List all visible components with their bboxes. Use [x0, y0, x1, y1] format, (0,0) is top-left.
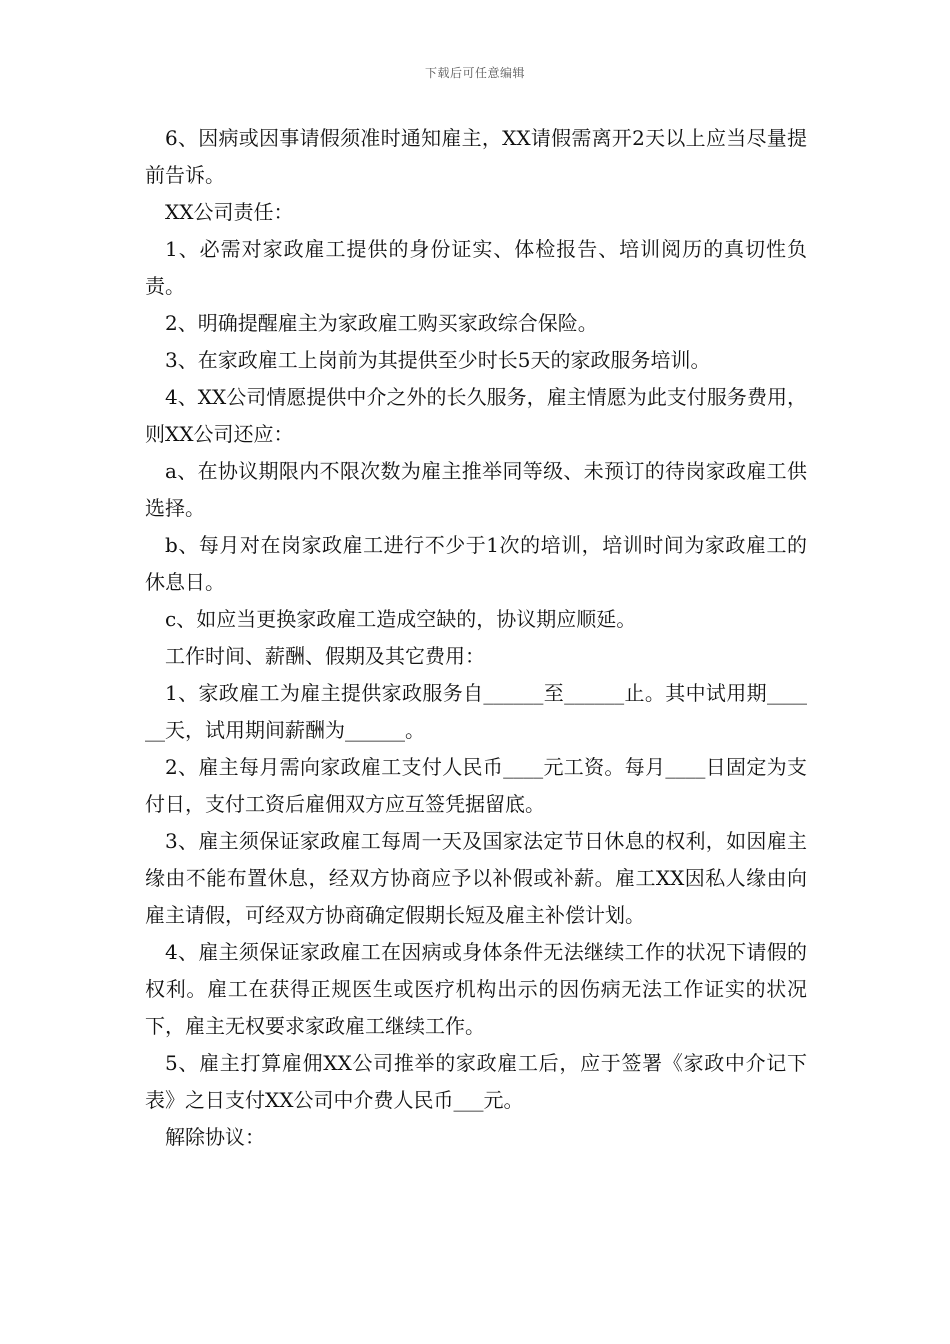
paragraph-duty-3: 3、在家政雇工上岗前为其提供至少时长5天的家政服务培训。 [165, 348, 711, 372]
section-heading-company-duties: XX公司责任： [165, 200, 294, 224]
paragraph-term-3: 3、雇主须保证家政雇工每周一天及国家法定节日休息的权利，如因雇主缘由不能布置休息，经双方协商应予以补假或补薪。雇工XX因私人缘由向雇主请假，可经双方协商确定假期长短及雇主补偿计划。 [145, 829, 807, 927]
paragraph-duty-2: 2、明确提醒雇主为家政雇工购买家政综合保险。 [165, 311, 598, 335]
paragraph-term-2: 2、雇主每月需向家政雇工支付人民币____元工资。每月____日固定为支付日，支付工资后雇佣双方应互签凭据留底。 [145, 755, 807, 816]
paragraph-term-4: 4、雇主须保证家政雇工在因病或身体条件无法继续工作的状况下请假的权利。雇工在获得正规医生或医疗机构出示的因伤病无法工作证实的状况下，雇主无权要求家政雇工继续工作。 [145, 940, 807, 1038]
paragraph-duty-1: 1、必需对家政雇工提供的身份证实、体检报告、培训阅历的真切性负责。 [145, 237, 807, 298]
paragraph-leave-notice: 6、因病或因事请假须准时通知雇主，XX请假需离开2天以上应当尽量提前告诉。 [145, 126, 807, 187]
paragraph-duty-4b: b、每月对在岗家政雇工进行不少于1次的培训，培训时间为家政雇工的休息日。 [145, 533, 807, 594]
paragraph-term-5: 5、雇主打算雇佣XX公司推举的家政雇工后，应于签署《家政中介记下表》之日支付XX公司中介费人民币___元。 [145, 1051, 807, 1112]
paragraph-duty-4c: c、如应当更换家政雇工造成空缺的，协议期应顺延。 [165, 607, 637, 631]
section-heading-termination: 解除协议： [165, 1125, 265, 1149]
page-header: 下载后可任意编辑 [424, 66, 525, 80]
document-body [145, 120, 807, 1156]
paragraph-duty-4a: a、在协议期限内不限次数为雇主推举同等级、未预订的待岗家政雇工供选择。 [145, 459, 807, 520]
section-heading-work-terms: 工作时间、薪酬、假期及其它费用： [165, 644, 485, 668]
paragraph-term-1: 1、家政雇工为雇主提供家政服务自______至______止。其中试用期______天，试用期间薪酬为______。 [145, 681, 807, 742]
paragraph-duty-4: 4、XX公司情愿提供中介之外的长久服务，雇主情愿为此支付服务费用，则XX公司还应： [145, 385, 807, 446]
